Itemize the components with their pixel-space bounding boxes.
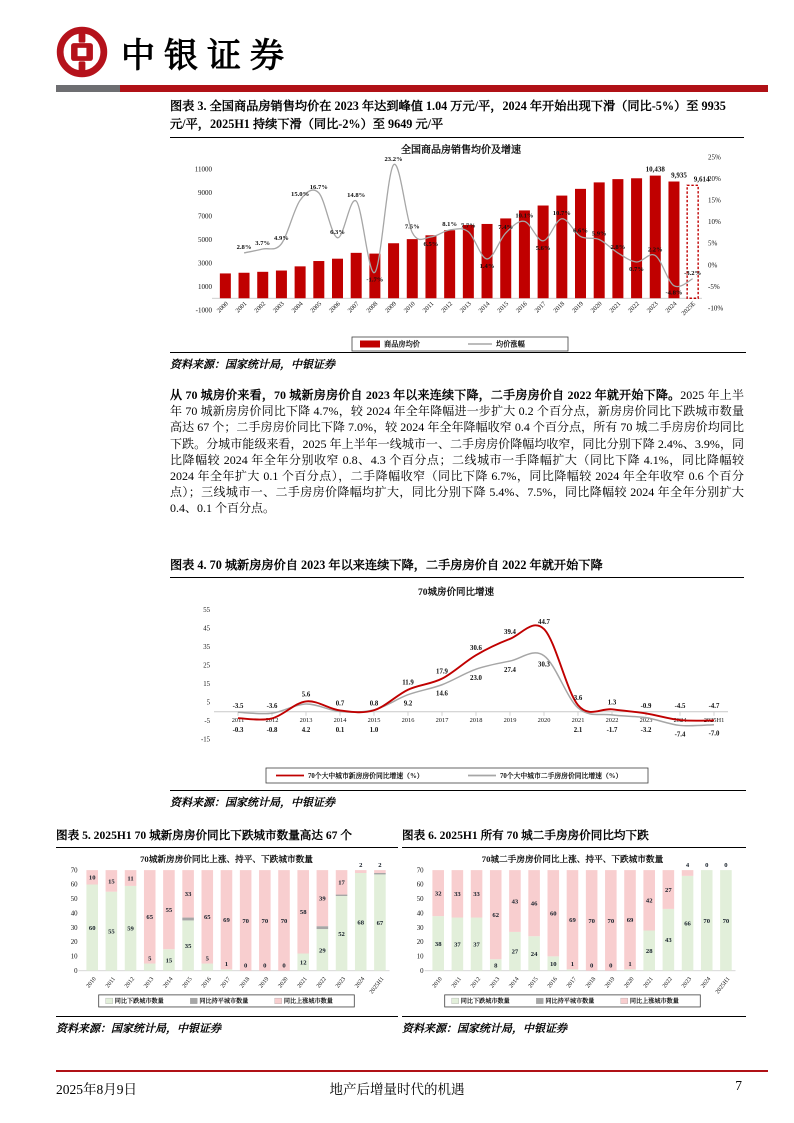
svg-text:8.1%: 8.1%: [442, 221, 458, 229]
svg-text:2000: 2000: [215, 300, 230, 315]
svg-text:1.0: 1.0: [369, 727, 379, 734]
svg-text:43: 43: [665, 937, 672, 945]
svg-text:5: 5: [148, 955, 152, 963]
svg-text:-5%: -5%: [708, 282, 720, 291]
svg-text:70: 70: [722, 917, 730, 925]
svg-text:2014: 2014: [162, 976, 175, 990]
svg-text:同比下跌城市数量: 同比下跌城市数量: [114, 999, 164, 1006]
svg-text:20: 20: [70, 939, 78, 947]
svg-text:1000: 1000: [198, 282, 212, 291]
svg-text:1: 1: [628, 961, 632, 969]
svg-text:全国商品房销售均价及增速: 全国商品房销售均价及增速: [401, 145, 521, 156]
svg-text:2016: 2016: [401, 717, 415, 724]
svg-text:70: 70: [607, 917, 615, 925]
svg-text:55: 55: [108, 928, 115, 936]
svg-text:2015: 2015: [496, 300, 511, 315]
svg-text:52: 52: [338, 930, 345, 938]
footer-page-number: 7: [735, 1078, 742, 1093]
svg-text:0: 0: [724, 862, 728, 870]
svg-text:2018: 2018: [469, 717, 483, 724]
svg-text:2012: 2012: [124, 976, 137, 990]
svg-text:14.6: 14.6: [436, 690, 448, 698]
svg-text:35: 35: [203, 644, 210, 652]
svg-text:5.9%: 5.9%: [591, 230, 607, 238]
svg-text:2010: 2010: [402, 300, 417, 315]
svg-text:4.2: 4.2: [301, 727, 311, 734]
svg-text:5%: 5%: [708, 239, 718, 248]
svg-text:24: 24: [530, 950, 538, 958]
svg-text:37: 37: [473, 941, 480, 949]
svg-text:70: 70: [416, 867, 424, 875]
svg-text:1: 1: [570, 961, 575, 969]
svg-text:44.7: 44.7: [538, 619, 550, 627]
svg-text:39.4: 39.4: [504, 628, 516, 636]
svg-text:69: 69: [569, 917, 576, 925]
svg-text:10,438: 10,438: [645, 165, 665, 174]
svg-text:2019: 2019: [604, 976, 617, 990]
svg-text:-15: -15: [200, 736, 210, 744]
svg-text:-0.9: -0.9: [640, 703, 652, 710]
svg-text:2022: 2022: [627, 300, 641, 315]
svg-text:20%: 20%: [708, 174, 721, 183]
avg-price-chart: [166, 141, 746, 356]
svg-text:33: 33: [454, 891, 461, 899]
svg-text:2018: 2018: [585, 976, 598, 990]
svg-text:2010: 2010: [431, 976, 444, 990]
svg-text:70个大中城市新房房价同比增速（%）: 70个大中城市新房房价同比增速（%）: [308, 773, 424, 780]
svg-text:2015: 2015: [367, 717, 381, 724]
svg-text:15: 15: [203, 681, 210, 689]
svg-text:2022: 2022: [315, 976, 328, 990]
svg-text:70: 70: [70, 867, 78, 875]
svg-text:15: 15: [108, 878, 115, 886]
svg-text:37: 37: [454, 941, 461, 949]
svg-text:同比持平城市数量: 同比持平城市数量: [545, 999, 595, 1006]
svg-text:27.4: 27.4: [504, 667, 516, 675]
svg-text:32: 32: [434, 890, 442, 898]
svg-text:30.3: 30.3: [538, 661, 550, 669]
svg-text:0: 0: [74, 967, 78, 975]
svg-text:59: 59: [127, 925, 134, 933]
figure6-source: 资料来源：国家统计局，中银证券: [402, 1016, 746, 1036]
svg-text:70: 70: [703, 917, 711, 925]
svg-text:70城二手房房价同比上涨、持平、下跌城市数量: 70城二手房房价同比上涨、持平、下跌城市数量: [481, 854, 664, 865]
figure6-caption: 图表 6. 2025H1 所有 70 城二手房房价同比均下跌: [402, 827, 746, 848]
svg-text:2023: 2023: [681, 976, 694, 990]
svg-text:10: 10: [70, 953, 78, 961]
svg-text:均价涨幅: 均价涨幅: [496, 340, 525, 349]
svg-text:33: 33: [184, 891, 192, 899]
svg-text:2012: 2012: [440, 300, 455, 315]
svg-text:同比持平城市数量: 同比持平城市数量: [199, 999, 249, 1006]
body-paragraph: [170, 387, 744, 517]
svg-text:2021: 2021: [608, 300, 623, 315]
svg-text:2017: 2017: [565, 976, 579, 990]
svg-text:0: 0: [243, 962, 248, 970]
svg-text:2017: 2017: [219, 976, 233, 990]
svg-text:2011: 2011: [450, 976, 463, 990]
svg-text:-0.3: -0.3: [232, 727, 244, 734]
svg-text:2019: 2019: [258, 976, 271, 990]
svg-text:7.7%: 7.7%: [460, 222, 476, 230]
svg-text:2001: 2001: [234, 300, 249, 315]
svg-text:-10%: -10%: [708, 304, 724, 313]
svg-text:0: 0: [282, 962, 286, 970]
svg-text:3.6: 3.6: [573, 695, 583, 703]
svg-text:60: 60: [416, 881, 424, 889]
svg-text:0.7%: 0.7%: [629, 265, 644, 273]
svg-text:2017: 2017: [435, 717, 449, 724]
svg-text:2014: 2014: [508, 976, 521, 990]
svg-text:2004: 2004: [290, 300, 305, 315]
figure3-source: 资料来源：国家统计局，中银证券: [170, 352, 746, 372]
svg-text:商品房均价: 商品房均价: [384, 340, 420, 349]
svg-text:3000: 3000: [198, 259, 212, 268]
svg-text:2.2%: 2.2%: [647, 246, 663, 254]
svg-text:2005: 2005: [309, 300, 324, 315]
svg-text:2022: 2022: [605, 717, 619, 724]
svg-text:7.4%: 7.4%: [498, 224, 514, 232]
svg-text:2024: 2024: [354, 976, 367, 990]
svg-text:2019: 2019: [570, 300, 585, 315]
svg-text:-3.6: -3.6: [266, 703, 278, 710]
svg-text:7000: 7000: [198, 212, 212, 221]
svg-text:12: 12: [299, 959, 307, 967]
svg-text:50: 50: [70, 896, 78, 904]
svg-text:2021: 2021: [571, 717, 585, 724]
svg-text:-3.2: -3.2: [640, 727, 652, 734]
svg-text:2011: 2011: [104, 976, 117, 990]
svg-text:2003: 2003: [271, 300, 286, 315]
svg-text:28: 28: [645, 948, 653, 956]
svg-text:4: 4: [685, 862, 690, 870]
svg-text:2: 2: [378, 862, 382, 870]
svg-text:10: 10: [416, 953, 424, 961]
svg-text:27: 27: [511, 948, 519, 956]
svg-text:70: 70: [588, 917, 595, 925]
svg-text:4.9%: 4.9%: [274, 234, 289, 242]
svg-text:-7.4: -7.4: [674, 731, 686, 739]
svg-text:9000: 9000: [198, 188, 212, 197]
svg-text:10.7%: 10.7%: [552, 209, 571, 217]
svg-text:2010: 2010: [85, 976, 98, 990]
svg-text:2021: 2021: [296, 976, 309, 990]
svg-text:2013: 2013: [299, 717, 313, 724]
svg-text:2020: 2020: [589, 300, 604, 315]
svg-text:1: 1: [224, 961, 229, 969]
svg-text:45: 45: [203, 625, 210, 633]
svg-text:65: 65: [203, 914, 211, 922]
svg-text:10%: 10%: [708, 218, 721, 227]
svg-text:55: 55: [203, 607, 210, 615]
figure4-caption: 图表 4. 70 城新房房价自 2023 年以来连续下降，二手房房价自 2022 年就开始下降: [170, 556, 744, 578]
svg-text:2023: 2023: [639, 717, 653, 724]
svg-text:5.6%: 5.6%: [535, 244, 551, 252]
svg-text:0: 0: [420, 967, 424, 975]
svg-text:67: 67: [376, 919, 384, 927]
svg-text:0.7: 0.7: [335, 700, 345, 708]
svg-text:2007: 2007: [346, 300, 361, 315]
svg-text:14.8%: 14.8%: [347, 192, 366, 200]
svg-text:9.2: 9.2: [403, 700, 413, 708]
svg-text:2015: 2015: [527, 976, 540, 990]
svg-text:2024: 2024: [700, 976, 713, 990]
figure5-source: 资料来源：国家统计局，中银证券: [56, 1016, 398, 1036]
svg-text:6.6%: 6.6%: [573, 227, 588, 235]
svg-text:2013: 2013: [143, 976, 156, 990]
svg-text:0: 0: [589, 962, 594, 970]
brand-header: [56, 26, 293, 78]
svg-text:46: 46: [530, 900, 538, 908]
svg-text:60: 60: [549, 910, 557, 918]
svg-text:5000: 5000: [198, 235, 212, 244]
svg-text:66: 66: [684, 920, 691, 928]
svg-text:2.1: 2.1: [573, 727, 583, 734]
svg-text:5.6: 5.6: [301, 691, 311, 699]
svg-text:6.5%: 6.5%: [423, 240, 439, 248]
svg-text:2008: 2008: [365, 300, 380, 315]
footer-date: 2025年8月9日: [56, 1082, 137, 1097]
svg-text:60: 60: [70, 881, 78, 889]
svg-text:0.1: 0.1: [335, 727, 345, 734]
svg-text:-4.8%: -4.8%: [665, 289, 683, 297]
paragraph-rest: 2025 年上半年 70 城新房房价同比下降 4.7%，较 2024 年全年降幅进一步扩大 0.2 个百分点，新房房价同比下跌城市数量高达 67 个；二手房房价同比下降 7.0%，较 2024 年全年降幅收窄 0.4 个百分点，所有 70 城二手房房价均同比下跌。分城市能级来看，2025 年上半年一线城市一、二手房房价降幅均收窄，同比分别下降 2.4%、3.9%，同比降幅较 2024 年全年分别收窄 0.8、4.3 个百分点；二线城市一手降幅扩大（同比下降 4.1%，同比降幅较 2024 年全年扩大 0.1 个百分点），二手降幅收窄（同比下降 6.7%，同比降幅较 2024 年全年收窄 0.6 个百分点）；三线城市一、二手房房价降幅均扩大，同比分别下降 5.4%、7.5%，同比降幅较 2024 年全年分别扩大 0.4、0.1 个百分点。: [170, 388, 744, 516]
price-growth-line-chart: [166, 582, 746, 787]
svg-text:-1000: -1000: [195, 306, 212, 315]
svg-text:25%: 25%: [708, 153, 721, 162]
svg-text:-7.0: -7.0: [708, 730, 720, 738]
figure5-caption: 图表 5. 2025H1 70 城新房房价同比下跌城市数量高达 67 个: [56, 827, 398, 848]
svg-text:39: 39: [319, 895, 326, 903]
svg-text:0: 0: [609, 962, 613, 970]
svg-text:23.2%: 23.2%: [384, 155, 403, 163]
svg-text:2011: 2011: [421, 300, 436, 315]
new-home-cities-stacked-chart: [58, 852, 396, 1013]
svg-text:3.7%: 3.7%: [255, 240, 271, 248]
svg-text:29: 29: [319, 947, 326, 955]
svg-text:2.8%: 2.8%: [236, 243, 252, 251]
svg-text:2025E: 2025E: [680, 300, 698, 318]
svg-text:15: 15: [165, 957, 173, 965]
svg-text:27: 27: [665, 886, 672, 894]
svg-text:-3.2%: -3.2%: [684, 269, 702, 277]
figure4-source: 资料来源：国家统计局，中银证券: [170, 790, 746, 810]
svg-text:5: 5: [206, 699, 210, 707]
svg-text:6.3%: 6.3%: [330, 228, 345, 236]
svg-text:40: 40: [70, 910, 78, 918]
svg-text:2020: 2020: [623, 976, 636, 990]
svg-text:2009: 2009: [384, 300, 398, 315]
svg-text:1.4%: 1.4%: [479, 262, 495, 270]
svg-text:2020: 2020: [537, 717, 551, 724]
svg-text:30.6: 30.6: [470, 645, 482, 653]
svg-text:68: 68: [357, 919, 365, 927]
svg-text:10: 10: [549, 960, 557, 968]
svg-text:23.0: 23.0: [470, 675, 482, 683]
svg-text:15%: 15%: [708, 196, 721, 205]
svg-text:0.8: 0.8: [369, 700, 379, 708]
svg-text:25: 25: [203, 662, 210, 670]
svg-text:8: 8: [494, 962, 498, 970]
svg-text:-4.5: -4.5: [674, 703, 686, 710]
svg-text:2025H1: 2025H1: [368, 976, 386, 996]
svg-text:2: 2: [359, 862, 363, 870]
svg-text:70城房价同比增速: 70城房价同比增速: [417, 588, 495, 598]
svg-text:2023: 2023: [335, 976, 348, 990]
svg-text:30: 30: [70, 924, 78, 932]
svg-text:38: 38: [434, 940, 442, 948]
svg-text:2006: 2006: [327, 300, 342, 315]
svg-text:35: 35: [184, 942, 192, 950]
svg-text:2024: 2024: [673, 717, 687, 724]
svg-text:2024: 2024: [664, 300, 679, 315]
svg-text:10: 10: [88, 874, 96, 882]
svg-text:2015: 2015: [181, 976, 194, 990]
svg-text:2018: 2018: [239, 976, 252, 990]
brand-name: 中银证券: [121, 37, 293, 75]
svg-text:2013: 2013: [489, 976, 502, 990]
svg-text:同比下跌城市数量: 同比下跌城市数量: [460, 999, 510, 1006]
svg-text:10.1%: 10.1%: [515, 212, 534, 220]
svg-text:30: 30: [416, 924, 424, 932]
svg-text:2022: 2022: [661, 976, 674, 990]
svg-text:20: 20: [416, 939, 424, 947]
svg-text:0: 0: [263, 962, 267, 970]
svg-text:2013: 2013: [458, 300, 473, 315]
svg-text:2014: 2014: [477, 300, 492, 315]
svg-text:60: 60: [88, 925, 96, 933]
svg-text:11000: 11000: [194, 165, 212, 174]
paragraph-lead: 从 70 城房价来看，70 城新房房价自 2023 年以来连续下降，二手房房价自 2022 年就开始下降。: [170, 388, 681, 402]
svg-text:2016: 2016: [200, 976, 213, 990]
svg-text:70: 70: [242, 917, 249, 925]
svg-text:同比上涨城市数量: 同比上涨城市数量: [283, 999, 333, 1006]
svg-text:69: 69: [223, 917, 230, 925]
svg-text:7.5%: 7.5%: [404, 223, 420, 231]
svg-text:2023: 2023: [645, 300, 660, 315]
svg-text:2019: 2019: [503, 717, 517, 724]
svg-text:42: 42: [645, 897, 653, 905]
header-rule: [56, 85, 768, 92]
svg-text:15.0%: 15.0%: [291, 191, 310, 199]
svg-text:2011: 2011: [231, 717, 245, 724]
svg-text:17: 17: [338, 879, 345, 887]
svg-text:9,935: 9,935: [671, 171, 687, 180]
svg-text:70: 70: [280, 917, 288, 925]
svg-text:-1.7: -1.7: [606, 727, 618, 734]
svg-text:2016: 2016: [514, 300, 529, 315]
svg-text:0: 0: [705, 862, 709, 870]
figure3-caption: 图表 3. 全国商品房销售均价在 2023 年达到峰值 1.04 万元/平，2024 年开始出现下滑（同比-5%）至 9935 元/平，2025H1 持续下滑（同比-2%）至 9649 元/平: [170, 97, 744, 138]
footer-report-title: 地产后增量时代的机遇: [329, 1082, 465, 1097]
svg-text:33: 33: [473, 891, 480, 899]
svg-text:62: 62: [492, 912, 500, 920]
svg-text:70个大中城市二手房房价同比增速（%）: 70个大中城市二手房房价同比增速（%）: [500, 773, 623, 780]
svg-text:2.8%: 2.8%: [610, 243, 626, 251]
svg-text:11: 11: [127, 875, 134, 883]
svg-text:5: 5: [205, 955, 209, 963]
svg-text:2012: 2012: [470, 976, 483, 990]
svg-text:55: 55: [165, 907, 173, 915]
svg-text:2002: 2002: [253, 300, 268, 315]
svg-text:0%: 0%: [708, 261, 718, 270]
svg-text:同比上涨城市数量: 同比上涨城市数量: [629, 999, 679, 1006]
svg-text:2020: 2020: [277, 976, 290, 990]
svg-text:2025H1: 2025H1: [714, 976, 732, 996]
svg-text:65: 65: [146, 914, 154, 922]
svg-text:70城新房房价同比上涨、持平、下跌城市数量: 70城新房房价同比上涨、持平、下跌城市数量: [140, 854, 313, 865]
svg-text:-0.8: -0.8: [266, 727, 278, 734]
svg-text:2017: 2017: [533, 300, 548, 315]
svg-text:1.3: 1.3: [607, 699, 617, 707]
svg-text:58: 58: [299, 909, 307, 917]
footer-rule: [56, 1070, 768, 1072]
svg-text:-3.5: -3.5: [232, 703, 244, 710]
svg-text:69: 69: [626, 917, 634, 925]
boc-logo-icon: [56, 26, 108, 78]
svg-text:70: 70: [261, 917, 269, 925]
svg-text:2014: 2014: [333, 717, 347, 724]
svg-text:2025H1: 2025H1: [703, 717, 725, 724]
svg-text:2021: 2021: [642, 976, 655, 990]
svg-text:43: 43: [511, 898, 519, 906]
svg-text:40: 40: [416, 910, 424, 918]
svg-text:2016: 2016: [546, 976, 559, 990]
svg-text:2012: 2012: [265, 717, 279, 724]
svg-text:2018: 2018: [552, 300, 567, 315]
svg-text:9,614: 9,614: [693, 175, 710, 184]
svg-text:-5: -5: [204, 718, 210, 726]
secondhand-cities-stacked-chart: [404, 852, 742, 1013]
svg-text:-4.7: -4.7: [708, 703, 720, 710]
svg-text:11.9: 11.9: [402, 679, 414, 687]
svg-text:-1.7%: -1.7%: [366, 276, 384, 284]
svg-text:17.9: 17.9: [436, 668, 448, 676]
svg-text:16.7%: 16.7%: [309, 183, 328, 191]
svg-text:50: 50: [416, 896, 424, 904]
